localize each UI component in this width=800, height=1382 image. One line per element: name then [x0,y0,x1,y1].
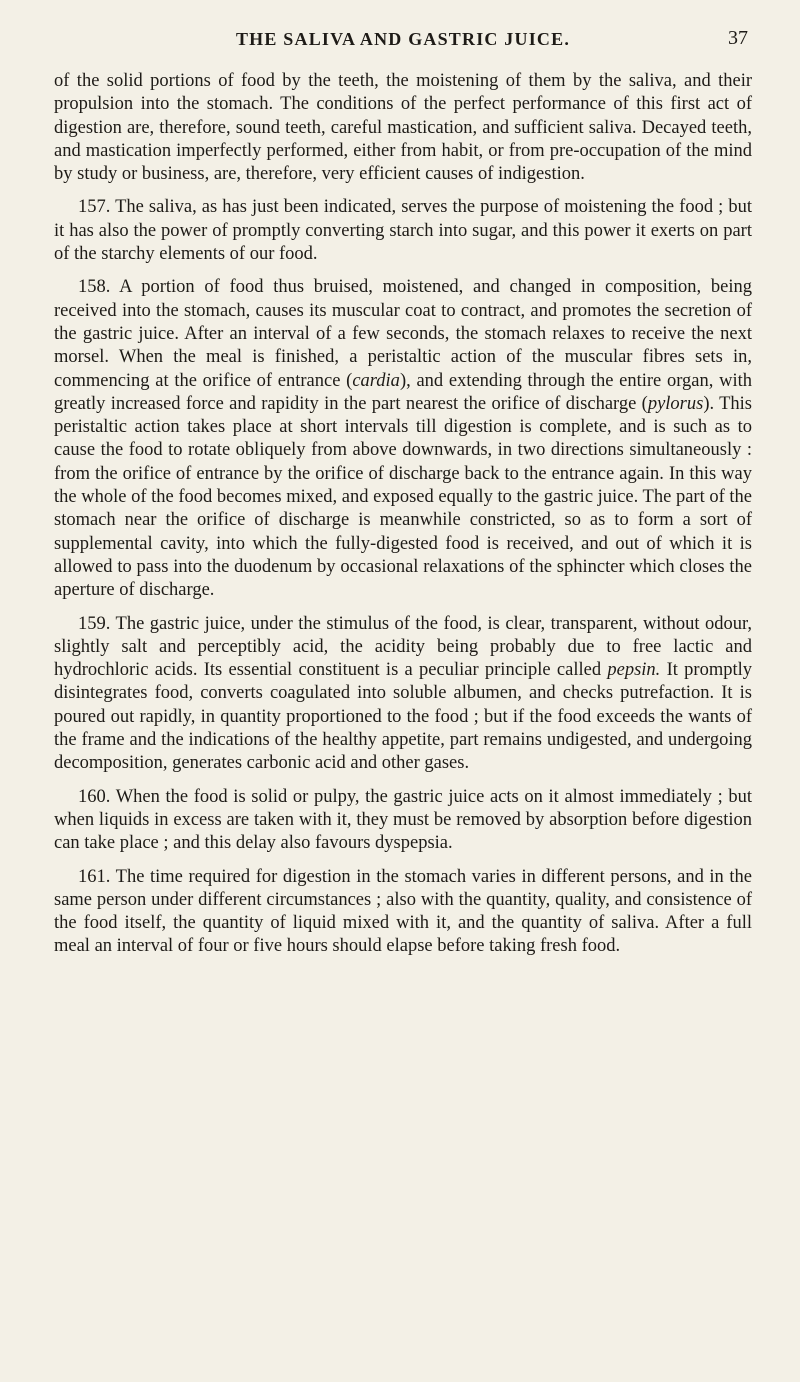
paragraph-text: ). This peristaltic action takes place at short intervals till digestion is complete, and is such as to cause the food to rotate obliquely from above downwards, in two directions simultaneously : from the orifice of entrance by the orifice of discharge back to the entrance again. In this way the whole of the food becomes mixed, and exposed equally to the gastric juice. The part of the stomach near the orifice of discharge is meanwhile constricted, so as to form a sort of supplemental cavity, into which the fully-digested food is received, and out of which it is allowed to pass into the duodenum by occasional relaxations of the sphincter which closes the aperture of discharge. [54,393,752,601]
paragraph-text: When the food is solid or pulpy, the gastric juice acts on it almost immediately ; but when liquids in excess are taken with it, they must be removed by absorption before digestion can take place ; and this delay also favours dyspepsia. [54,786,752,854]
paragraph-number: 161. [78,866,111,887]
page-number: 37 [728,27,748,49]
paragraph-number: 160. [78,786,111,807]
paragraph-158 [54,276,752,602]
paragraph-text: A portion of food thus bruised, moistened, and changed in composition, being received into the stomach, causes its muscular coat to contract, and promotes the secretion of the gastric juice. After an interval of a few seconds, the stomach relaxes to receive the next morsel. When the meal is finished, a peristaltic action of the muscular fibres sets in, commencing at the orifice of entrance ( [54,277,752,391]
italic-term-pylorus: pylorus [647,393,704,414]
paragraph-157 [54,196,752,266]
paragraph-text: It promptly disintegrates food, converts coagulated into soluble albumen, and checks putrefaction. It is poured out rapidly, in quantity proportioned to the food ; but if the food exceeds the wants of the frame and the indications of the healthy appetite, part remains undigested, and undergoing decomposition, generates carbonic acid and other gases. [54,660,752,774]
italic-term-cardia: cardia [352,370,400,391]
paragraph-text: of the solid portions of food by the teeth, the moistening of them by the saliva, and their propulsion into the stomach. The conditions of the perfect performance of this first act of digestion are, therefore, sound teeth, careful mastication, and sufficient saliva. Decayed teeth, and mastication imperfectly performed, either from habit, or from pre-occupation of the mind by study or business, are, therefore, very efficient causes of indigestion. [54,71,752,185]
paragraph-160 [54,786,752,856]
paragraph-number: 157. [78,197,111,218]
paragraph-text: ), and extending through the entire organ, with greatly increased force and rapidity in the part nearest the orifice of discharge ( [54,370,752,414]
paragraph-text: The saliva, as has just been indicated, serves the purpose of moistening the food ; but it has also the power of promptly converting starch into sugar, and this power it exerts on part of the starchy elements of our food. [54,197,752,265]
paragraph-number: 159. [78,613,111,634]
italic-term-pepsin: pepsin. [607,660,661,681]
running-head [54,0,752,70]
running-title: THE SALIVA AND GASTRIC JUICE. [235,29,571,49]
paragraph-text: The gastric juice, under the stimulus of the food, is clear, transparent, without odour, slightly salt and perceptibly acid, the acidity being probably due to free lactic and hydrochloric acids. Its essential constituent is a peculiar principle called [54,613,752,681]
paragraph-text: The time required for digestion in the stomach varies in different persons, and in the same person under different circumstances ; also with the quantity, quality, and consistence of the food itself, the quantity of liquid mixed with it, and the quantity of saliva. After a full meal an interval of four or five hours should elapse before taking fresh food. [54,866,752,957]
paragraph-number: 158. [78,277,111,298]
paragraph-continuation [54,70,752,186]
paragraph-159 [54,613,752,776]
paragraph-161 [54,866,752,959]
body-text [54,70,752,959]
